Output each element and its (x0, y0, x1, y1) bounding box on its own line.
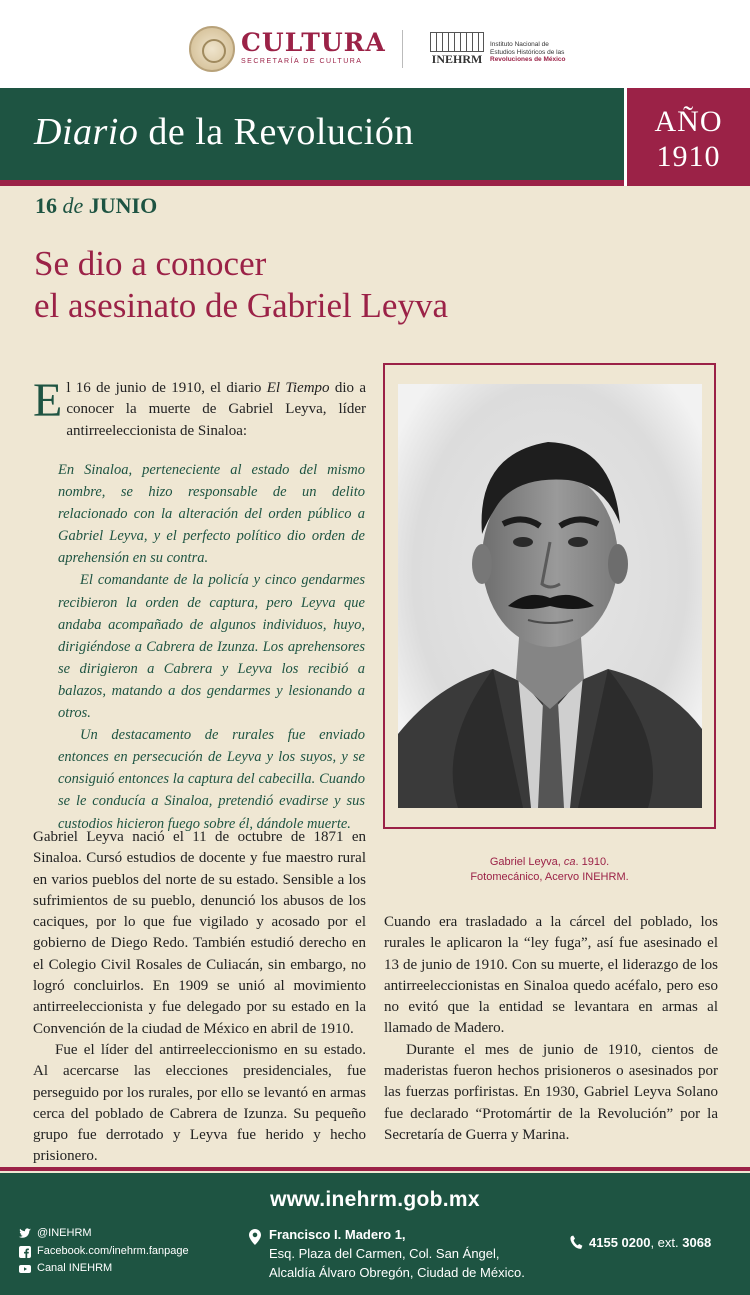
body-left-column (33, 827, 366, 1168)
social-links (19, 1225, 189, 1278)
date-de: de (62, 193, 84, 218)
body-paragraph: Fue el líder del antirreeleccionismo en su estado. Al acercarse las elecciones presidenciales, fue perseguido por los rurales, por ello se levantó en armas cerca del poblado de Cabrera de Izunza. Su pequeño grupo fue derrotado y Leyva fue herido y hecho prisionero. (33, 1041, 366, 1165)
quote-paragraph: Un destacamento de rurales fue enviado entonces en persecución de Leyva y los suyos, y se consiguió entonces la captura del cabecilla. Cuando se le conducía a Sinaloa, pretendió evadirse y sus custodios hicieron fuego sobre él, dándole muerte. (58, 727, 365, 832)
phone-main: 4155 0200 (589, 1235, 651, 1250)
facebook-link[interactable] (19, 1243, 189, 1261)
drop-cap: E (33, 374, 63, 427)
building-icon (430, 32, 484, 52)
body-paragraph: Gabriel Leyva nació el 11 de octubre de 1871 en Sinaloa. Cursó estudios de docente y fue maestro rural en varios pueblos del norte de su estado. Sensible a los sufrimientos de su pueblo, denunció los abusos de los caciques, por lo que fue vigilado y acosado por el gobierno de Diego Redo. También estudió derecho en el Colegio Civil Rosales de Culiacán, sin embargo, no logró concluirlos. En 1909 se unió al movimiento antirreeleccionista y fue delegado por su estado en la Convención de la ciudad de México en abril de 1910. (33, 829, 366, 1037)
footer-accent-line (0, 1167, 750, 1171)
intro-paragraph (33, 374, 366, 442)
caption-text-a: Gabriel Leyva, (489, 856, 564, 868)
caption-line-2: Fotomecánico, Acervo INEHRM. (470, 871, 629, 883)
facebook-icon (19, 1246, 31, 1257)
caption-line-1 (383, 855, 716, 870)
top-logo-bar (0, 0, 750, 88)
series-title (34, 110, 414, 154)
facebook-page: Facebook.com/inehrm.fanpage (37, 1244, 189, 1257)
institute-line-3: Revoluciones de México (490, 56, 566, 63)
inehrm-logo (428, 32, 486, 66)
quote-block (58, 459, 365, 835)
headline-line-2: el asesinato de Gabriel Leyva (34, 286, 448, 325)
website-link[interactable]: www.inehrm.gob.mx (270, 1188, 480, 1211)
address-line-3: Alcaldía Álvaro Obregón, Ciudad de México. (269, 1265, 525, 1280)
twitter-icon (19, 1228, 31, 1239)
brand-cultura: CULTURA (241, 28, 386, 57)
footer (0, 1173, 750, 1295)
quote-paragraph: El comandante de la policía y cinco gendarmes recibieron la orden de captura, pero Leyva que andaba acompañado de algunos individuos, huyo, dirigiéndose a Cabrera de Izunza. Los aprehensores se dirigieron a Cabrera y Leyva los recibió a balazos, matando a dos gendarmes y lesionando a otros. (58, 572, 365, 722)
series-title-italic: Diario (34, 111, 139, 153)
photo-caption (383, 855, 716, 885)
institute-line-1: Instituto Nacional de (490, 41, 549, 48)
youtube-channel: Canal INEHRM (37, 1262, 113, 1274)
phone-ext: 3068 (682, 1235, 712, 1250)
youtube-icon (19, 1263, 31, 1274)
institute-name (490, 41, 580, 64)
seal-icon (189, 26, 235, 72)
youtube-link[interactable] (19, 1260, 189, 1278)
twitter-handle: @INEHRM (37, 1227, 92, 1239)
intro-text-a: l 16 de junio de 1910, el diario (66, 380, 267, 396)
quote-paragraph: En Sinaloa, perteneciente al estado del mismo nombre, se hizo responsable de un delito relacionado con la alteración del orden público a Gabriel Leyva, y el perfecto político dio orden de aprehensión en su contra. (58, 462, 365, 567)
portrait-frame (383, 363, 716, 829)
headline (34, 243, 554, 327)
institute-line-2: Estudios Históricos de las (490, 48, 565, 56)
entry-date (35, 193, 157, 219)
headline-line-1: Se dio a conocer (34, 244, 267, 283)
body-right-column (384, 912, 718, 1146)
year-value: 1910 (656, 140, 721, 173)
date-day: 16 (35, 193, 57, 218)
inehrm-logo-text: INEHRM (431, 52, 483, 66)
address-line-1: Francisco I. Madero 1, (269, 1227, 406, 1242)
twitter-link[interactable] (19, 1225, 189, 1243)
caption-text-b: . 1910. (575, 856, 610, 868)
logo-divider (402, 30, 403, 68)
address (269, 1225, 525, 1282)
brand-subtitle: SECRETARÍA DE CULTURA (241, 58, 363, 65)
phone-number[interactable] (589, 1235, 711, 1250)
newspaper-name: El Tiempo (266, 380, 330, 396)
series-title-rest: de la Revolución (138, 111, 414, 153)
body-paragraph: Durante el mes de junio de 1910, cientos de maderistas fueron hechos prisioneros o asesinados por las fuerzas porfiristas. En 1930, Gabriel Leyva Solano fue declarado “Protomártir de la Revolución” por la Secretaría de Guerra y Marina. (384, 1041, 718, 1143)
portrait-photo (398, 384, 702, 808)
body-paragraph: Cuando era trasladado a la cárcel del poblado, los rurales le aplicaron la “ley fuga”, así fue asesinado el 13 de junio de 1910. Con su muerte, el liderazgo de los antirreeleccionistas en Sinaloa quedo acéfalo, pero eso no evitó que la entidad se levantara en armas al llamado de Madero. (384, 914, 718, 1037)
portrait-illustration (398, 384, 702, 808)
address-line-2: Esq. Plaza del Carmen, Col. San Ángel, (269, 1246, 500, 1261)
date-month: JUNIO (88, 193, 158, 218)
intro-text-b: dio a conocer la muerte de Gabriel Leyva, líder antirreeleccionista de Sinaloa: (66, 380, 366, 439)
location-pin-icon (249, 1229, 261, 1245)
phone-ext-label: , ext. (650, 1235, 683, 1250)
year-box (624, 88, 750, 186)
caption-ca: ca (563, 856, 576, 868)
phone-icon (570, 1235, 583, 1250)
year-label: AÑO (654, 105, 723, 138)
